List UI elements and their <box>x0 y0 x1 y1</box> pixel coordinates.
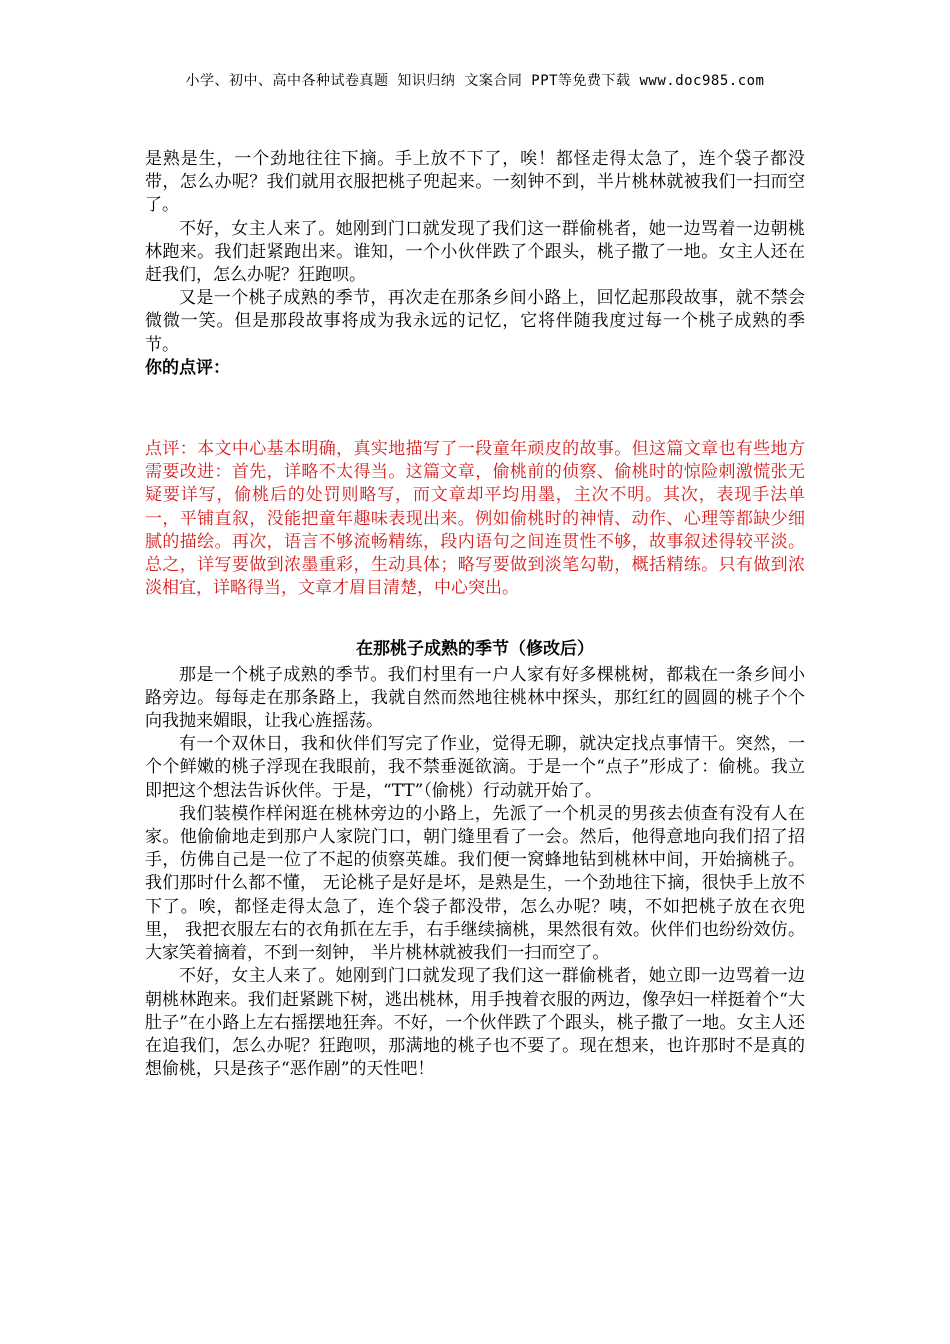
paragraph: 不好，女主人来了。她刚到门口就发现了我们这一群偷桃者，她立即一边骂着一边朝桃林跑来。我们赶紧跳下树，逃出桃林，用手拽着衣服的两边，像孕妇一样挺着个“大肚子”在小路上左右摇摆地狂奔。不好，一个伙伴跌了个跟头，桃子撒了一地。女主人还在追我们，怎么办呢？狂跑呗，那满地的桃子也不要了。现在想来，也许那时不是真的想偷桃，只是孩子“恶作剧”的天性吧！ <box>145 966 805 1080</box>
paragraph: 有一个双休日，我和伙伴们写完了作业，觉得无聊，就决定找点事情干。突然，一个个鲜嫩的桃子浮现在我眼前，我不禁垂涎欲滴。于是一个“点子”形成了：偷桃。我立即把这个想法告诉伙伴。于是，“TT”（偷桃）行动就开始了。 <box>145 734 805 801</box>
revised-title: 在那桃子成熟的季节（修改后） <box>356 639 594 660</box>
paragraph: 不好，女主人来了。她刚到门口就发现了我们这一群偷桃者，她一边骂着一边朝桃林跑来。我们赶紧跑出来。谁知，一个小伙伴跌了个跟头，桃子撒了一地。女主人还在赶我们，怎么办呢？狂跑呗。 <box>145 218 805 286</box>
your-comment-label: 你的点评： <box>145 357 230 378</box>
blank-space <box>145 380 805 438</box>
paragraph: 那是一个桃子成熟的季节。我们村里有一户人家有好多棵桃树，都栽在一条乡间小路旁边。每每走在那条路上，我就自然而然地往桃林中探头，那红红的圆圆的桃子个个向我抛来媚眼，让我心旌摇荡。 <box>145 664 805 732</box>
paragraph: 又是一个桃子成熟的季节，再次走在那条乡间小路上，回忆起那段故事，就不禁会微微一笑。但是那段故事将成为我永远的记忆，它将伴随我度过每一个桃子成熟的季节。 <box>145 288 805 355</box>
paragraph: 我们装模作样闲逛在桃林旁边的小路上，先派了一个机灵的男孩去侦查有没有人在家。他偷偷地走到那户人家院门口，朝门缝里看了一会。然后，他得意地向我们招了招手，仿佛自己是一位了不起的侦察英雄。我们便一窝蜂地钻到桃林中间，开始摘桃子。我们那时什么都不懂， 无论桃子是好是坏，是熟是生，一个劲地往下摘，很快手上放不下了。唉，都怪走得太急了，连个袋子都没带，怎么办呢？咦，不如把桃子放在衣兜里， 我把衣服左右的衣角抓在左手，右手继续摘桃，果然很有效。伙伴们也纷纷效仿。大家笑着摘着，不到一刻钟， 半片桃林就被我们一扫而空了。 <box>145 803 805 964</box>
review-comment: 点评：本文中心基本明确，真实地描写了一段童年顽皮的故事。但这篇文章也有些地方需要改进：首先，详略不太得当。这篇文章，偷桃前的侦察、偷桃时的惊险刺激慌张无疑要详写，偷桃后的处罚则略写，而文章却平均用墨，主次不明。其次，表现手法单一，平铺直叙，没能把童年趣味表现出来。例如偷桃时的神情、动作、心理等都缺少细腻的描绘。再次，语言不够流畅精练，段内语句之间连贯性不够，故事叙述得较平淡。总之，详写要做到浓墨重彩，生动具体；略写要做到淡笔勾勒，概括精练。只有做到浓淡相宜，详略得当，文章才眉目清楚，中心突出。 <box>145 439 805 599</box>
document-body <box>145 148 805 1081</box>
paragraph: 是熟是生，一个劲地往往下摘。手上放不下了，唉！都怪走得太急了，连个袋子都没带，怎么办呢？我们就用衣服把桃子兜起来。一刻钟不到，半片桃林就被我们一扫而空了。 <box>145 149 805 216</box>
page-header: 小学、初中、高中各种试卷真题 知识归纳 文案合同 PPT等免费下载 www.doc985.com <box>185 73 765 89</box>
